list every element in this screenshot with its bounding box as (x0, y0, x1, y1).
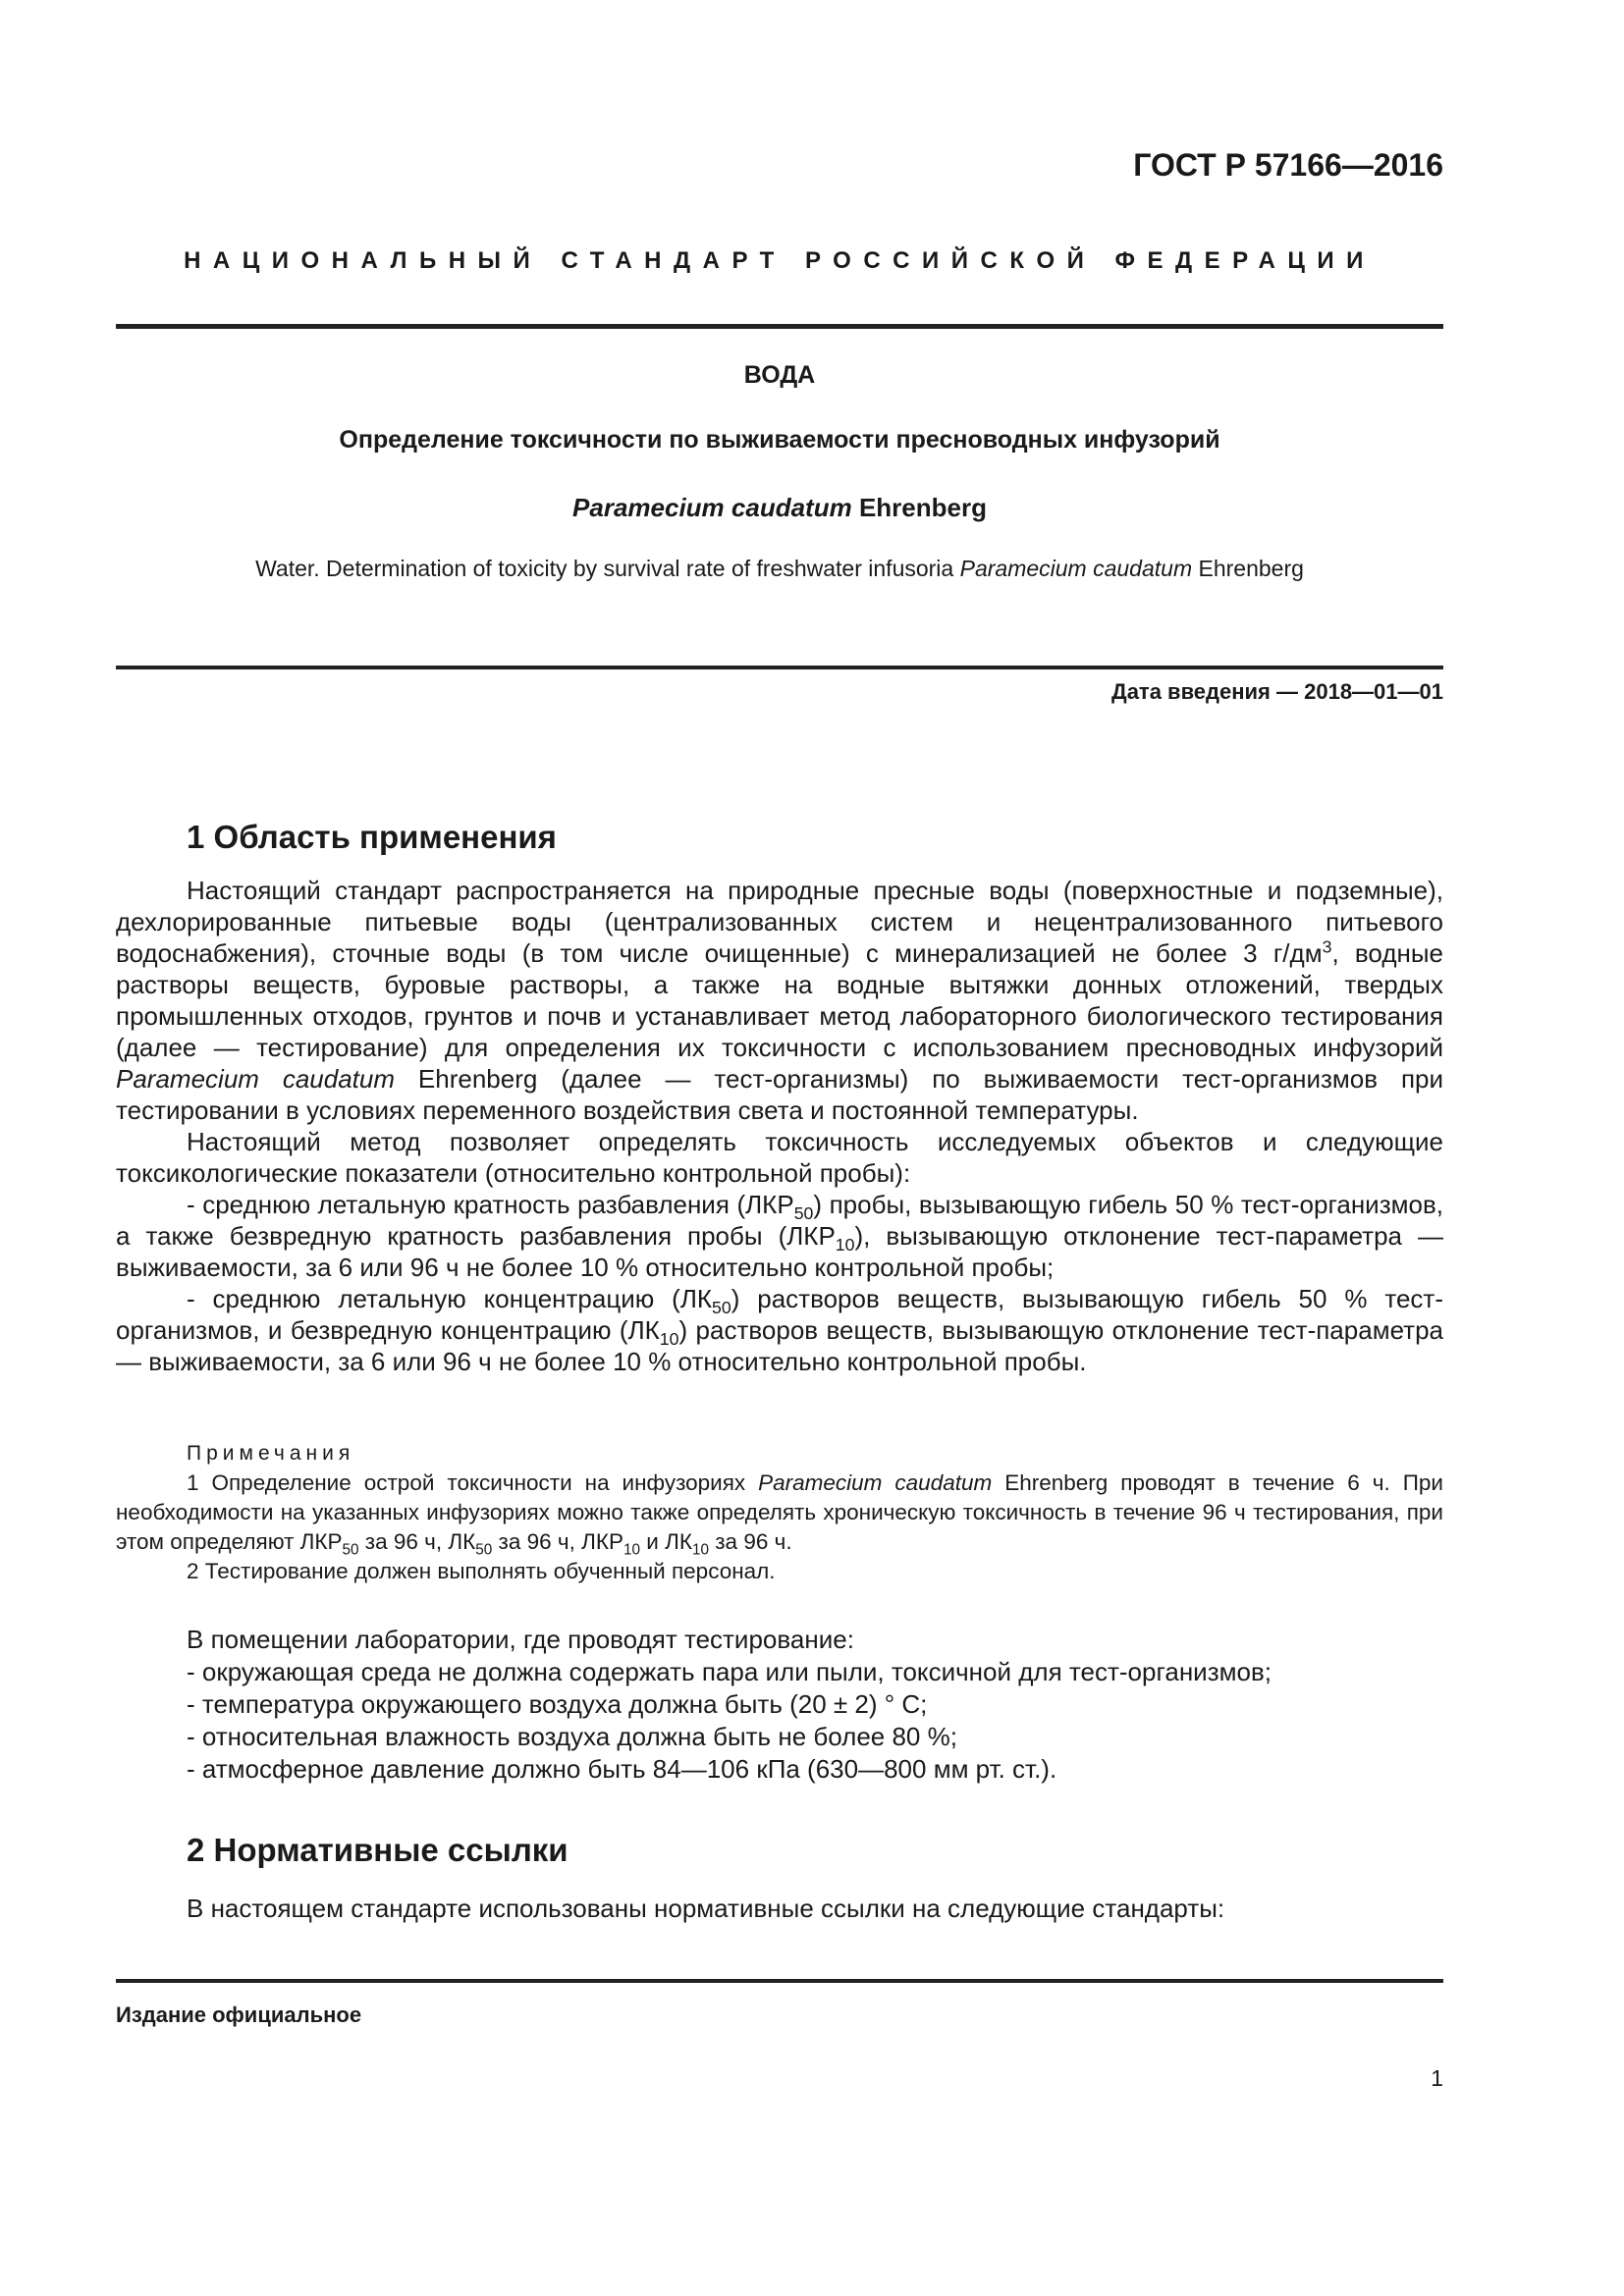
note-1-subscript-3: 10 (623, 1541, 641, 1559)
lab-condition-item: - окружающая среда не должна содержать пара или пыли, токсичной для тест-организмов; (187, 1657, 1272, 1686)
p3-text-b: ) пробы, вызывающую гибель 50 % тест-организмов, а также безвредную кратность разбавления пробы (ЛКР (116, 1190, 1444, 1251)
date-of-introduction: Дата введения — 2018—01—01 (1111, 679, 1443, 704)
note-2: 2 Тестирование должен выполнять обученный персонал. (187, 1559, 776, 1583)
top-divider (116, 324, 1443, 329)
english-title-text: Water. Determination of toxicity by survival rate of freshwater infusoria (255, 556, 954, 581)
p4-text-b: ) растворов веществ, вызывающую гибель 50 % тест-организмов, и безвредную концентрацию (ЛК (116, 1284, 1443, 1345)
gost-code: ГОСТ Р 57166—2016 (1133, 147, 1443, 183)
p1-text-a: Настоящий стандарт распространяется на природные пресные воды (поверхностные и подземные), дехлорированные питьевые воды (централизованных систем и нецентрализованного питьевого водоснабжения), сточные воды (в том числе очищенные) с минерализацией не более 3 г/дм (116, 876, 1443, 968)
note-1-text-d: за 96 ч, ЛКР (492, 1529, 623, 1554)
section-1-body (116, 875, 1443, 1377)
note-1-text-f: за 96 ч. (708, 1529, 792, 1554)
section-1-paragraph-4 (116, 1283, 1443, 1377)
p3-subscript-2: 10 (835, 1235, 855, 1255)
page-number: 1 (1431, 2065, 1443, 2091)
p4-text-a: - среднюю летальную концентрацию (ЛК (187, 1284, 713, 1313)
note-1-text-a: 1 Определение острой токсичности на инфузориях (187, 1470, 759, 1495)
lab-conditions (187, 1624, 1443, 1786)
section-1-paragraph-1 (116, 875, 1443, 1126)
lab-condition-item: - температура окружающего воздуха должна быть (20 ± 2) ° С; (187, 1689, 928, 1719)
note-1-text-c: за 96 ч, ЛК (358, 1529, 476, 1554)
footer-divider (116, 1979, 1443, 1983)
species-author: Ehrenberg (858, 493, 987, 522)
english-species-author: Ehrenberg (1198, 556, 1304, 581)
title-bottom-divider (116, 666, 1443, 669)
species-name: Paramecium caudatum (572, 493, 852, 522)
section-2-heading: 2 Нормативные ссылки (187, 1832, 568, 1868)
lab-condition-item: - атмосферное давление должно быть 84—106 кПа (630—800 мм рт. ст.). (187, 1754, 1057, 1784)
section-1-paragraph-3 (116, 1189, 1443, 1283)
note-1-subscript-4: 10 (691, 1541, 709, 1559)
p4-text-c: ) растворов веществ, вызывающую отклонение тест-параметра — выживаемости, за 6 или 96 ч не более 10 % относительно контрольной пробы. (116, 1315, 1443, 1376)
p4-subscript-1: 50 (712, 1298, 731, 1318)
note-1-subscript-1: 50 (342, 1541, 359, 1559)
title-species (116, 493, 1443, 523)
notes-block (116, 1439, 1443, 1586)
p1-text-b: , водные растворы веществ, буровые растворы, а также на водные вытяжки донных отложений, твердых промышленных отходов, грунтов и почв и устанавливает метод лабораторного биологического тестирования (далее — тестирование) для определения их токсичности с использованием пресноводных инфузорий (116, 938, 1443, 1062)
official-edition-label: Издание официальное (116, 2002, 362, 2027)
p1-text-c: Ehrenberg (далее — тест-организмы) по выживаемости тест-организмов при тестировании в условиях переменного воздействия света и постоянной температуры. (116, 1064, 1444, 1125)
note-1 (116, 1468, 1443, 1557)
note-1-subscript-2: 50 (475, 1541, 493, 1559)
section-1-paragraph-2: Настоящий метод позволяет определять токсичность исследуемых объектов и следующие токсикологические показатели (относительно контрольной пробы): (116, 1127, 1443, 1188)
section-2-paragraph-1: В настоящем стандарте использованы нормативные ссылки на следующие стандарты: (187, 1894, 1225, 1923)
p1-superscript: 3 (1322, 936, 1332, 957)
p3-text-c: ), вызывающую отклонение тест-параметра — выживаемости, за 6 или 96 ч не более 10 % относительно контрольной пробы; (116, 1221, 1443, 1282)
section-1-heading: 1 Область применения (187, 819, 557, 855)
title-voda: ВОДА (743, 361, 816, 389)
lab-condition-item: - относительная влажность воздуха должна быть не более 80 %; (187, 1722, 957, 1751)
english-species-name: Paramecium caudatum (959, 556, 1193, 581)
note-1-text-e: и ЛК (640, 1529, 692, 1554)
notes-title: Примечания (187, 1442, 355, 1465)
p1-species: Paramecium caudatum (116, 1064, 396, 1094)
title-determination: Определение токсичности по выживаемости пресноводных инфузорий (339, 426, 1220, 454)
title-english (116, 556, 1443, 582)
lab-conditions-intro: В помещении лаборатории, где проводят тестирование: (187, 1625, 854, 1654)
section-2-body (187, 1893, 1443, 1925)
p3-text-a: - среднюю летальную кратность разбавления (ЛКР (187, 1190, 794, 1219)
note-1-species: Paramecium caudatum (758, 1470, 993, 1495)
p3-subscript-1: 50 (793, 1203, 814, 1224)
national-standard-banner: НАЦИОНАЛЬНЫЙ СТАНДАРТ РОССИЙСКОЙ ФЕДЕРАЦИИ (184, 247, 1376, 274)
note-1-text-b: Ehrenberg проводят в течение 6 ч. При необходимости на указанных инфузориях можно также определять хроническую токсичность в течение 96 ч тестирования, при этом определяют ЛКР (116, 1470, 1443, 1554)
p4-subscript-2: 10 (659, 1329, 679, 1350)
